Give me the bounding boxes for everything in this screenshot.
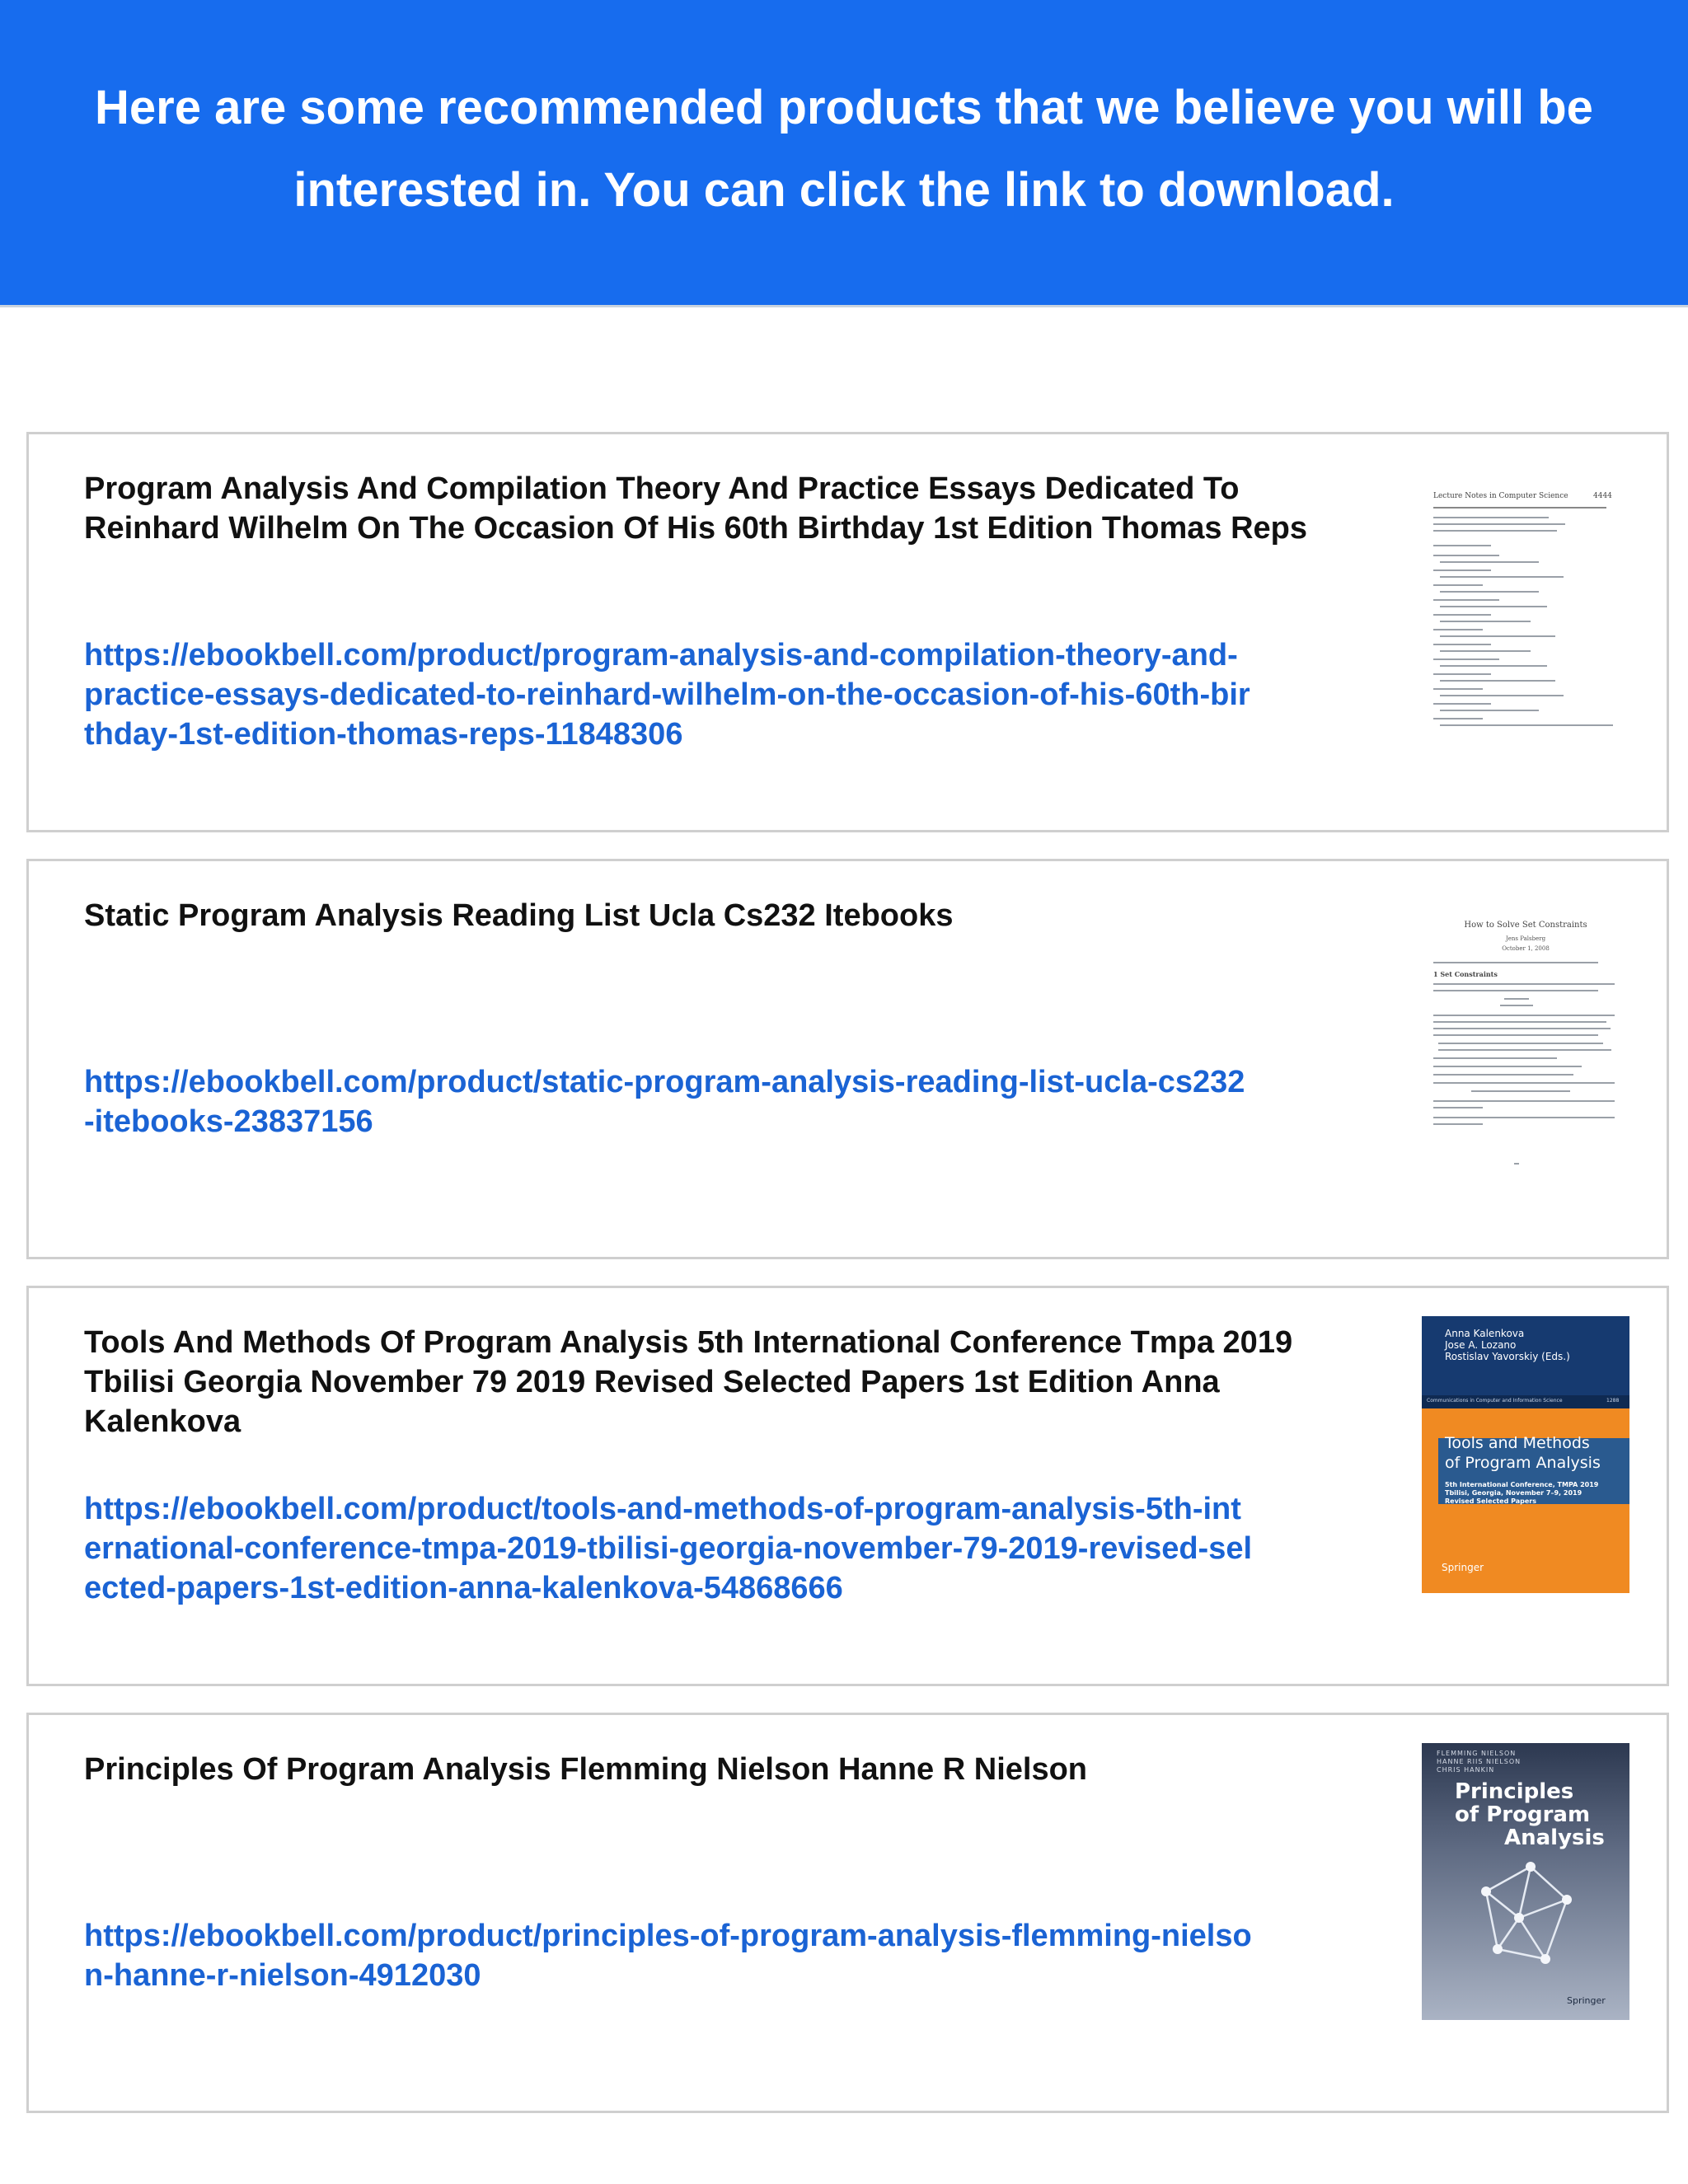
cover-author-3: CHRIS HANKIN	[1437, 1766, 1495, 1774]
product-card-1	[26, 432, 1669, 832]
recommendation-banner	[0, 0, 1688, 307]
book-page-thumbnail[interactable]	[1422, 901, 1629, 1178]
product-download-link[interactable]: https://ebookbell.com/product/program-analysis-and-compilation-theory-and-practice-essays-dedicated-to-reinhard-wilhelm-on-the-occasion-of-his-60th-birthday-1st-edition-thomas-reps-11848306	[84, 638, 1250, 752]
book-cover-thumbnail[interactable]	[1422, 1743, 1629, 2020]
banner-text: Here are some recommended products that we believe you will be interested in. You can click the link to download.	[95, 81, 1593, 217]
cover-title-line-2: of Program	[1455, 1802, 1591, 1827]
book-cover-thumbnail[interactable]	[1422, 1316, 1629, 1593]
springer-logo: Springer	[1442, 1562, 1484, 1573]
cover-subtitle-line-2: Tbilisi, Georgia, November 7–9, 2019	[1445, 1489, 1582, 1497]
cover-title-line-2: of Program Analysis	[1445, 1454, 1601, 1472]
cover-author-2: Jose A. Lozano	[1445, 1339, 1517, 1351]
product-download-link[interactable]: https://ebookbell.com/product/tools-and-methods-of-program-analysis-5th-international-conference-tmpa-2019-tbilisi-georgia-november-79-2019-revised-selected-papers-1st-edition-anna-kalenkova-54868666	[84, 1492, 1253, 1605]
cover-series-band	[1422, 1395, 1629, 1408]
cover-series-number: 1288	[1606, 1398, 1620, 1404]
product-card-4	[26, 1713, 1669, 2113]
cover-series: Communications in Computer and Information Science	[1427, 1398, 1563, 1404]
book-page-thumbnail[interactable]	[1422, 474, 1629, 751]
thumbnail-volume-number: 4444	[1593, 492, 1612, 500]
thumbnail-series-header: Lecture Notes in Computer Science	[1433, 492, 1568, 500]
thumbnail-section: 1 Set Constraints	[1433, 970, 1498, 978]
product-card-2	[26, 859, 1669, 1259]
cover-title-line-1: Principles	[1455, 1779, 1574, 1804]
springer-logo: Springer	[1567, 1995, 1606, 2006]
cover-subtitle-line-3: Revised Selected Papers	[1445, 1497, 1537, 1505]
product-download-link[interactable]: https://ebookbell.com/product/principles-of-program-analysis-flemming-nielson-hanne-r-nielson-4912030	[84, 1919, 1252, 1993]
product-download-link[interactable]: https://ebookbell.com/product/static-program-analysis-reading-list-ucla-cs232-itebooks-23837156	[84, 1065, 1245, 1139]
cover-title-line-3: Analysis	[1504, 1825, 1605, 1850]
product-title: Program Analysis And Compilation Theory And Practice Essays Dedicated To Reinhard Wilhelm On The Occasion Of His 60th Birthday 1st Edition Thomas Reps	[84, 471, 1308, 546]
thumbnail-date: October 1, 2008	[1502, 945, 1550, 952]
thumbnail-heading: How to Solve Set Constraints	[1464, 921, 1587, 930]
cover-author-3: Rostislav Yavorskiy (Eds.)	[1445, 1351, 1570, 1362]
thumbnail-author: Jens Palsberg	[1505, 935, 1546, 942]
cover-author-1: FLEMMING NIELSON	[1437, 1750, 1517, 1757]
cover-author-1: Anna Kalenkova	[1445, 1328, 1525, 1339]
lattice-graphic-icon	[1422, 1743, 1629, 2020]
product-title: Static Program Analysis Reading List Ucla Cs232 Itebooks	[84, 898, 954, 933]
product-title: Principles Of Program Analysis Flemming Nielson Hanne R Nielson	[84, 1752, 1088, 1787]
cover-title-line-1: Tools and Methods	[1445, 1434, 1590, 1452]
cover-subtitle-line-1: 5th International Conference, TMPA 2019	[1445, 1481, 1599, 1488]
cover-author-2: HANNE RIIS NIELSON	[1437, 1758, 1522, 1765]
product-card-3	[26, 1286, 1669, 1686]
product-title: Tools And Methods Of Program Analysis 5th International Conference Tmpa 2019 Tbilisi Georgia November 79 2019 Revised Selected Papers 1st Edition Anna Kalenkova	[84, 1325, 1293, 1439]
